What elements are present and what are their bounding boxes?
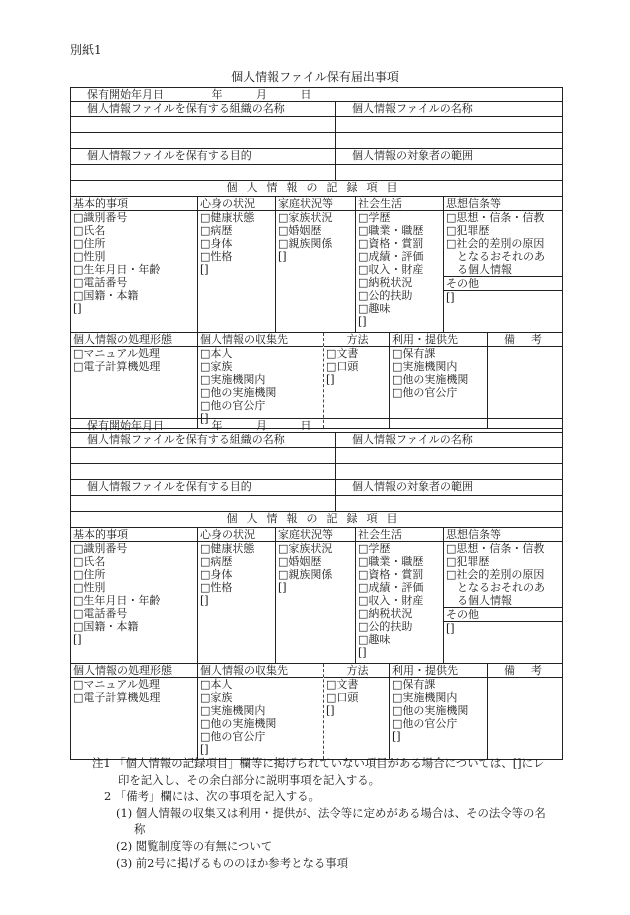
checkbox-discrimination[interactable]: □社会的差別の原因 — [446, 237, 545, 250]
checkbox-use-other[interactable]: [] — [392, 730, 401, 743]
checkbox-income[interactable]: □収入・財産 — [358, 263, 424, 276]
checkbox-family-other[interactable]: [] — [278, 250, 287, 263]
purpose-field[interactable] — [71, 165, 335, 180]
belief-other-header: その他 — [444, 607, 562, 621]
belief-header: 思想信条等 — [446, 528, 501, 541]
org-name-field-2[interactable] — [71, 464, 335, 479]
checkbox-tax[interactable]: □納税状況 — [358, 276, 413, 289]
date-year-label: 年 — [211, 419, 223, 432]
belief-column[interactable] — [443, 197, 562, 332]
checkbox-id-number[interactable]: □識別番号 — [71, 210, 197, 224]
basic-items-header: 基本的事項 — [73, 197, 128, 210]
checkbox-method-other[interactable]: [] — [326, 704, 335, 717]
document-title: 個人情報ファイル保有届出事項 — [231, 70, 399, 84]
method-column[interactable] — [323, 664, 389, 759]
checkbox-social-other[interactable]: [] — [358, 315, 367, 328]
checkbox-other-govt[interactable]: □他の官公庁 — [200, 399, 266, 412]
remarks-column[interactable] — [487, 333, 562, 428]
basic-items-header: 基本的事項 — [73, 528, 128, 541]
checkbox-use-other-agency[interactable]: □他の実施機関 — [392, 373, 469, 386]
checkbox-grades[interactable]: □成績・評価 — [358, 581, 424, 594]
collection-header: 個人情報の収集先 — [200, 333, 288, 346]
registration-form-2 — [70, 418, 563, 760]
note-1-cont: 印を記入し、その余白部分に説明事項を記入する。 — [118, 772, 380, 787]
family-column[interactable] — [275, 197, 355, 332]
record-items-header: 個人情報の記録項目 — [226, 512, 407, 525]
checkbox-nationality[interactable]: □国籍・本籍 — [73, 620, 139, 633]
subjects-label-cell: 個人情報の対象者の範囲 — [335, 480, 562, 495]
checkbox-marriage-history[interactable]: □婚姻歴 — [278, 555, 322, 568]
file-name-field[interactable] — [335, 448, 562, 463]
use-column[interactable] — [389, 333, 487, 428]
belief-header: 思想信条等 — [446, 197, 501, 210]
checkbox-mind-other[interactable]: [] — [200, 263, 209, 276]
checkbox-marriage-history[interactable]: □婚姻歴 — [278, 224, 322, 237]
checkbox-birthdate-age[interactable]: □生年月日・年齢 — [73, 594, 161, 607]
checkbox-gender[interactable]: □性別 — [73, 581, 106, 594]
checkbox-address[interactable]: □住所 — [73, 237, 106, 250]
registration-form-1 — [70, 87, 563, 429]
checkbox-other-agency[interactable]: □他の実施機関 — [200, 717, 277, 730]
start-date-label: 保有開始年月日 — [87, 419, 164, 432]
checkbox-belief-other[interactable]: [] — [444, 621, 562, 635]
checkbox-body[interactable]: □身体 — [200, 568, 233, 581]
checkbox-medical-history[interactable]: □病歴 — [200, 555, 233, 568]
checkbox-basic-other[interactable]: [] — [73, 302, 82, 315]
collection-column[interactable] — [197, 333, 323, 428]
checkbox-name[interactable]: □氏名 — [73, 224, 106, 237]
social-column[interactable] — [355, 197, 443, 332]
use-column[interactable] — [389, 664, 487, 759]
checkbox-hobbies[interactable]: □趣味 — [358, 302, 391, 315]
checkbox-other-govt[interactable]: □他の官公庁 — [200, 730, 266, 743]
checkbox-phone[interactable]: □電話番号 — [73, 607, 128, 620]
use-header: 利用・提供先 — [392, 333, 458, 346]
checkbox-self[interactable]: □本人 — [198, 346, 323, 360]
checkbox-qualifications[interactable]: □資格・賞罰 — [358, 568, 424, 581]
checkbox-belief-other[interactable]: [] — [444, 290, 562, 304]
start-date-label: 保有開始年月日 — [87, 88, 164, 101]
remarks-column[interactable] — [487, 664, 562, 759]
checkbox-occupation[interactable]: □職業・職歴 — [358, 224, 424, 237]
org-name-label-cell: 個人情報ファイルを保有する組織の名称 — [87, 433, 285, 446]
method-header: 方法 — [346, 333, 369, 346]
checkbox-oral[interactable]: □口頭 — [326, 360, 359, 373]
file-name-field[interactable] — [335, 117, 562, 132]
checkbox-personality[interactable]: □性格 — [200, 581, 233, 594]
subjects-field[interactable] — [335, 496, 562, 511]
checkbox-education[interactable]: □学歴 — [356, 541, 443, 555]
checkbox-family-other[interactable]: [] — [278, 581, 287, 594]
checkbox-document[interactable]: □文書 — [324, 346, 389, 360]
org-name-field-2[interactable] — [71, 133, 335, 148]
org-name-field[interactable] — [71, 448, 335, 463]
purpose-label-cell: 個人情報ファイルを保有する目的 — [87, 149, 252, 162]
checkbox-other-agency[interactable]: □他の実施機関 — [200, 386, 277, 399]
checkbox-relatives[interactable]: □親族関係 — [278, 568, 333, 581]
checkbox-manual[interactable]: □マニュアル処理 — [71, 677, 197, 691]
checkbox-social-other[interactable]: [] — [358, 646, 367, 659]
checkbox-public-assistance[interactable]: □公的扶助 — [358, 620, 413, 633]
processing-header: 個人情報の処理形態 — [73, 664, 172, 677]
start-date-cell[interactable] — [71, 419, 562, 432]
checkbox-computer[interactable]: □電子計算機処理 — [73, 691, 161, 704]
subjects-label-cell: 個人情報の対象者の範囲 — [335, 149, 562, 164]
checkbox-use-within-agency[interactable]: □実施機関内 — [392, 360, 458, 373]
note-1: 注1 「個人情報の記録項目」欄等に掲げられていない項目がある場合については、[]にレ — [92, 756, 545, 770]
checkbox-occupation[interactable]: □職業・職歴 — [358, 555, 424, 568]
processing-header: 個人情報の処理形態 — [73, 333, 172, 346]
basic-items-column[interactable] — [71, 197, 197, 332]
date-year-label: 年 — [211, 88, 223, 101]
checkbox-document[interactable]: □文書 — [324, 677, 389, 691]
social-header: 社会生活 — [358, 197, 402, 210]
checkbox-education[interactable]: □学歴 — [356, 210, 443, 224]
collection-header: 個人情報の収集先 — [200, 664, 288, 677]
checkbox-medical-history[interactable]: □病歴 — [200, 224, 233, 237]
discrimination-continuation: る個人情報 — [457, 263, 512, 276]
checkbox-income[interactable]: □収入・財産 — [358, 594, 424, 607]
checkbox-phone[interactable]: □電話番号 — [73, 276, 128, 289]
checkbox-name[interactable]: □氏名 — [73, 555, 106, 568]
social-header: 社会生活 — [358, 528, 402, 541]
purpose-field[interactable] — [71, 496, 335, 511]
checkbox-grades[interactable]: □成績・評価 — [358, 250, 424, 263]
mind-body-column[interactable] — [197, 197, 275, 332]
notes-section — [92, 755, 546, 871]
checkbox-body[interactable]: □身体 — [200, 237, 233, 250]
checkbox-health[interactable]: □健康状態 — [198, 210, 275, 224]
mind-body-column[interactable] — [197, 528, 275, 663]
checkbox-use-other-agency[interactable]: □他の実施機関 — [392, 704, 469, 717]
mind-body-header: 心身の状況 — [200, 528, 255, 541]
date-day-label: 日 — [300, 419, 312, 432]
date-day-label: 日 — [300, 88, 312, 101]
method-column[interactable] — [323, 333, 389, 428]
method-header: 方法 — [346, 664, 369, 677]
checkbox-nationality[interactable]: □国籍・本籍 — [73, 289, 139, 302]
checkbox-personality[interactable]: □性格 — [200, 250, 233, 263]
file-name-field-2[interactable] — [335, 133, 562, 148]
remarks-header: 備考 — [504, 333, 558, 346]
note-2-2: (2) 閲覧制度等の有無について — [116, 838, 273, 853]
record-items-header: 個人情報の記録項目 — [226, 181, 407, 194]
processing-column[interactable] — [71, 664, 197, 759]
checkbox-birthdate-age[interactable]: □生年月日・年齢 — [73, 263, 161, 276]
checkbox-beliefs[interactable]: □思想・信条・信教 — [444, 210, 562, 224]
checkbox-holding-section[interactable]: □保有課 — [390, 677, 487, 691]
date-month-label: 月 — [256, 419, 267, 432]
note-2-1: (1) 個人情報の収集又は利用・提供が、法令等に定めがある場合は、その法令等の名 — [116, 805, 546, 820]
belief-column[interactable] — [443, 528, 562, 663]
checkbox-mind-other[interactable]: [] — [200, 594, 209, 607]
remarks-field[interactable] — [488, 677, 562, 678]
discrimination-continuation: となるおそれのあ — [457, 250, 545, 263]
mind-body-header: 心身の状況 — [200, 197, 255, 210]
checkbox-collection-other[interactable]: [] — [200, 743, 209, 756]
note-2-3: (3) 前2号に掲げるもののほか参考となる事項 — [116, 855, 349, 870]
checkbox-method-other[interactable]: [] — [326, 373, 335, 386]
file-name-label-cell: 個人情報ファイルの名称 — [335, 102, 562, 116]
collection-column[interactable] — [197, 664, 323, 759]
document-id-label: 別紙1 — [70, 43, 102, 57]
note-2-1-cont: 称 — [134, 822, 146, 837]
use-header: 利用・提供先 — [392, 664, 458, 677]
checkbox-collection-other[interactable]: [] — [200, 412, 209, 425]
date-month-label: 月 — [256, 88, 267, 101]
checkbox-beliefs[interactable]: □思想・信条・信教 — [444, 541, 562, 555]
checkbox-self[interactable]: □本人 — [198, 677, 323, 691]
checkbox-health[interactable]: □健康状態 — [198, 541, 275, 555]
checkbox-manual[interactable]: □マニュアル処理 — [71, 346, 197, 360]
note-2: 2 「備考」欄には、次の事項を記入する。 — [104, 789, 320, 804]
purpose-label-cell: 個人情報ファイルを保有する目的 — [87, 480, 252, 493]
checkbox-family[interactable]: □家族 — [200, 691, 233, 704]
checkbox-use-other-govt[interactable]: □他の官公庁 — [392, 386, 458, 399]
remarks-field[interactable] — [488, 346, 562, 347]
processing-column[interactable] — [71, 333, 197, 428]
family-column[interactable] — [275, 528, 355, 663]
belief-other-header: その他 — [444, 276, 562, 290]
org-name-field[interactable] — [71, 117, 335, 132]
social-column[interactable] — [355, 528, 443, 663]
checkbox-family-status[interactable]: □家族状況 — [276, 541, 355, 555]
checkbox-within-agency[interactable]: □実施機関内 — [200, 373, 266, 386]
org-name-label-cell: 個人情報ファイルを保有する組織の名称 — [87, 102, 285, 115]
file-name-label-cell: 個人情報ファイルの名称 — [335, 433, 562, 447]
checkbox-holding-section[interactable]: □保有課 — [390, 346, 487, 360]
checkbox-oral[interactable]: □口頭 — [326, 691, 359, 704]
checkbox-gender[interactable]: □性別 — [73, 250, 106, 263]
checkbox-public-assistance[interactable]: □公的扶助 — [358, 289, 413, 302]
discrimination-continuation: となるおそれのあ — [457, 581, 545, 594]
checkbox-computer[interactable]: □電子計算機処理 — [73, 360, 161, 373]
subjects-field[interactable] — [335, 165, 562, 180]
file-name-field-2[interactable] — [335, 464, 562, 479]
checkbox-basic-other[interactable]: [] — [73, 633, 82, 646]
checkbox-within-agency[interactable]: □実施機関内 — [200, 704, 266, 717]
start-date-cell[interactable] — [71, 88, 562, 101]
checkbox-id-number[interactable]: □識別番号 — [71, 541, 197, 555]
checkbox-use-other-govt[interactable]: □他の官公庁 — [392, 717, 458, 730]
checkbox-family[interactable]: □家族 — [200, 360, 233, 373]
checkbox-use-within-agency[interactable]: □実施機関内 — [392, 691, 458, 704]
checkbox-hobbies[interactable]: □趣味 — [358, 633, 391, 646]
discrimination-continuation: る個人情報 — [457, 594, 512, 607]
checkbox-address[interactable]: □住所 — [73, 568, 106, 581]
remarks-header: 備考 — [504, 664, 558, 677]
family-header: 家庭状況等 — [278, 528, 333, 541]
checkbox-qualifications[interactable]: □資格・賞罰 — [358, 237, 424, 250]
family-header: 家庭状況等 — [278, 197, 333, 210]
basic-items-column[interactable] — [71, 528, 197, 663]
checkbox-discrimination[interactable]: □社会的差別の原因 — [446, 568, 545, 581]
checkbox-tax[interactable]: □納税状況 — [358, 607, 413, 620]
checkbox-criminal-record[interactable]: □犯罪歴 — [446, 555, 490, 568]
checkbox-criminal-record[interactable]: □犯罪歴 — [446, 224, 490, 237]
checkbox-family-status[interactable]: □家族状況 — [276, 210, 355, 224]
checkbox-relatives[interactable]: □親族関係 — [278, 237, 333, 250]
